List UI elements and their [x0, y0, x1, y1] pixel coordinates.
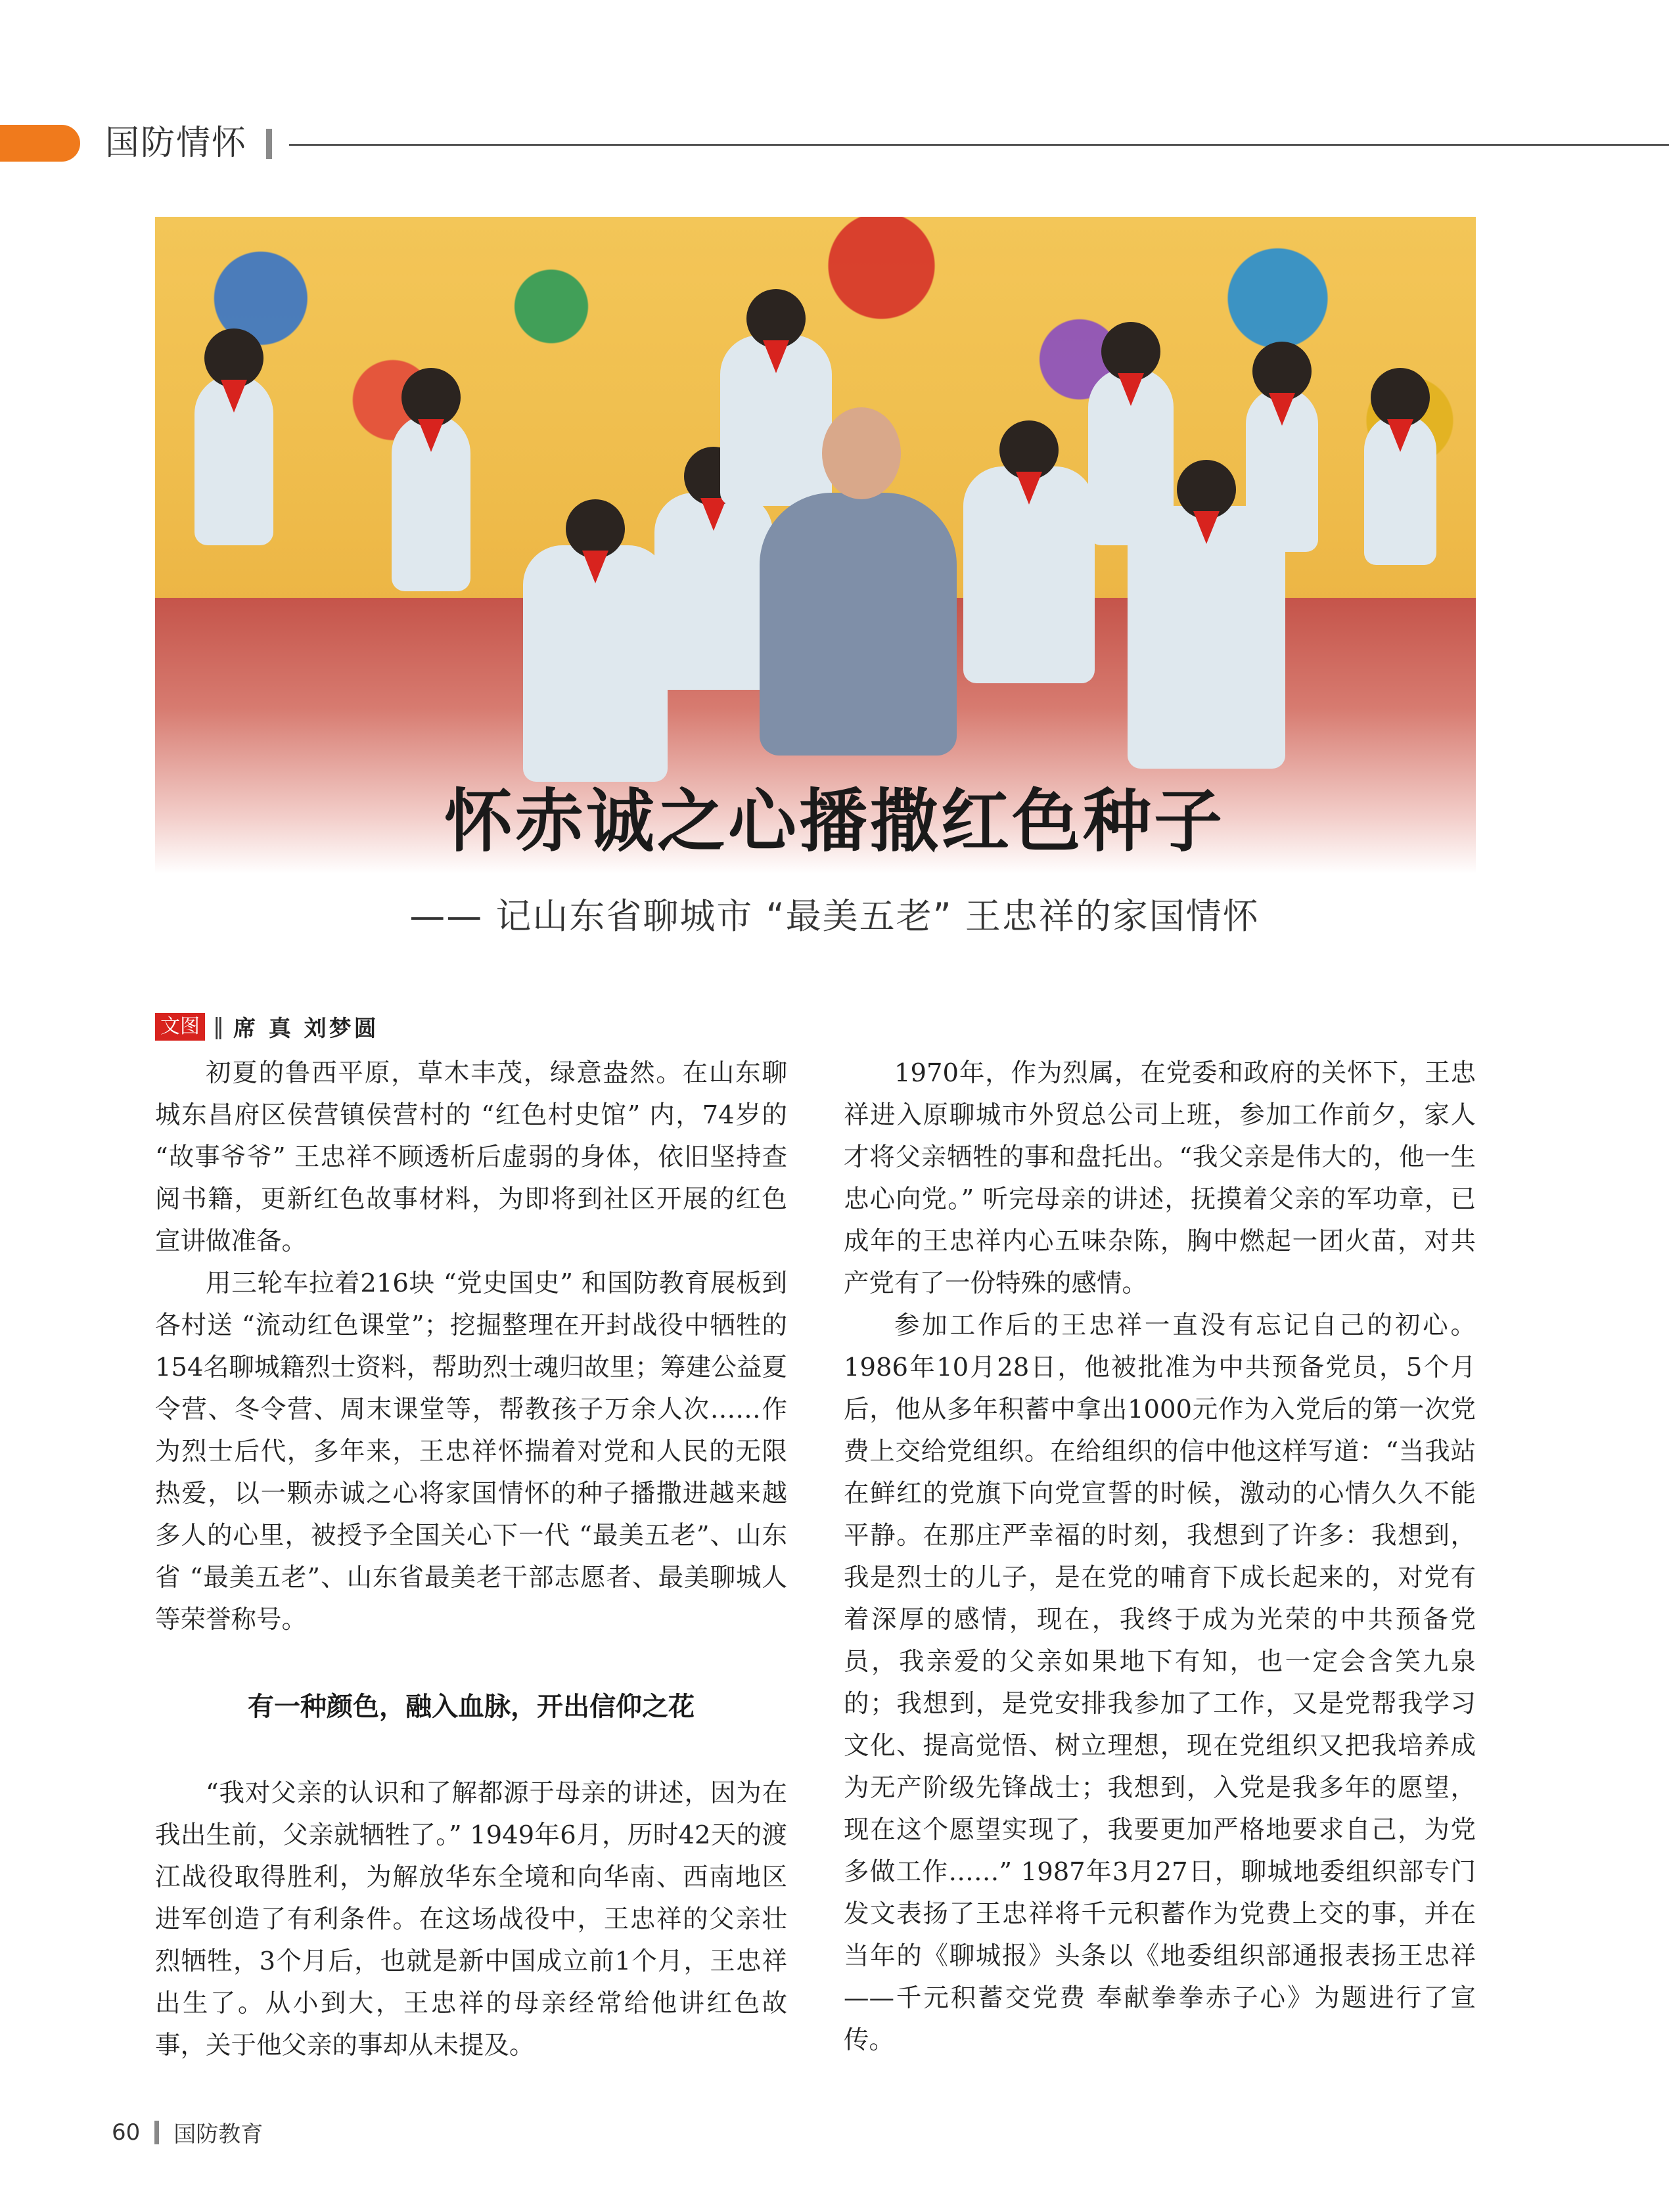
page-footer — [112, 2116, 263, 2148]
article-subtitle: —— 记山东省聊城市 “最美五老” 王忠祥的家国情怀 — [409, 895, 1260, 937]
child-figure — [1364, 414, 1436, 565]
paragraph: 1970年，作为烈属，在党委和政府的关怀下，王忠祥进入原聊城市外贸总公司上班，参加工作前夕，家人才将父亲牺牲的事和盘托出。“我父亲是伟大的，他一生忠心向党。” 听完母亲的讲述，抚摸着父亲的军功章，已成年的王忠祥内心五味杂陈，胸中燃起一团火苗，对共产党有了一份特殊的感情。 — [844, 1058, 1476, 1298]
child-figure — [963, 466, 1095, 683]
byline-separator: ‖ — [213, 1013, 224, 1040]
article-title: 怀赤诚之心播撒红色种子 — [444, 781, 1225, 861]
header-rule — [289, 144, 1669, 146]
paragraph: 初夏的鲁西平原，草木丰茂，绿意盎然。在山东聊城东昌府区侯营镇侯营村的 “红色村史馆” 内，74岁的 “故事爷爷” 王忠祥不顾透析后虚弱的身体，依旧坚持查阅书籍，更新红色故事材料，为即将到社区开展的红色宣讲做准备。 — [155, 1058, 787, 1256]
page-number: 60 — [112, 2119, 141, 2146]
child-figure — [523, 545, 668, 782]
child-figure — [392, 414, 470, 591]
magazine-name: 国防教育 — [173, 2121, 263, 2148]
section-title: 国防情怀 — [105, 124, 248, 163]
byline-authors: 席 真 刘梦圆 — [233, 1016, 379, 1042]
paragraph: “我对父亲的认识和了解都源于母亲的讲述，因为在我出生前，父亲就牺牲了。” 1949年6月，历时42天的渡江战役取得胜利，为解放华东全境和向华南、西南地区进军创造了有利条件。在这场战役中，王忠祥的父亲壮烈牺牲，3个月后，也就是新中国成立前1个月，王忠祥出生了。从小到大，王忠祥的母亲经常给他讲红色故事，关于他父亲的事却从未提及。 — [155, 1778, 787, 2060]
left-column — [155, 1052, 787, 2067]
footer-divider — [154, 2121, 159, 2144]
section-divider-bar — [266, 129, 272, 159]
child-figure — [194, 374, 273, 545]
child-figure — [720, 335, 832, 506]
elder-figure — [760, 493, 957, 756]
hero-photo — [155, 217, 1476, 874]
child-figure — [1246, 388, 1318, 552]
byline-tag: 文图 — [155, 1013, 205, 1041]
paragraph: 用三轮车拉着216块 “党史国史” 和国防教育展板到各村送 “流动红色课堂”；挖掘整理在开封战役中牺牲的154名聊城籍烈士资料，帮助烈士魂归故里；筹建公益夏令营、冬令营、周末课堂等，帮教孩子万余人次……作为烈士后代，多年来，王忠祥怀揣着对党和人民的无限热爱，以一颗赤诚之心将家国情怀的种子播撒进越来越多人的心里，被授予全国关心下一代 “最美五老”、山东省 “最美五老”、山东省最美老干部志愿者、最美聊城人等荣誉称号。 — [155, 1269, 787, 1635]
section-tab-marker — [0, 125, 80, 162]
right-column — [844, 1052, 1476, 2062]
paragraph: 参加工作后的王忠祥一直没有忘记自己的初心。1986年10月28日，他被批准为中共预备党员，5个月后，他从多年积蓄中拿出1000元作为入党后的第一次党费上交给党组织。在给组织的信中他这样写道：“当我站在鲜红的党旗下向党宣誓的时候，激动的心情久久不能平静。在那庄严幸福的时刻，我想到了许多：我想到，我是烈士的儿子，是在党的哺育下成长起来的，对党有着深厚的感情，现在，我终于成为光荣的中共预备党员，我亲爱的父亲如果地下有知，也一定会含笑九泉的；我想到，是党安排我参加了工作，又是党帮我学习文化、提高觉悟、树立理想，现在党组织又把我培养成为无产阶级先锋战士；我想到，入党是我多年的愿望，现在这个愿望实现了，我要更加严格地要求自己，为党多做工作……” 1987年3月27日，聊城地委组织部专门发文表扬了王忠祥将千元积蓄作为党费上交的事，并在当年的《聊城报》头条以《地委组织部通报表扬王忠祥——千元积蓄交党费 奉献拳拳赤子心》为题进行了宣传。 — [844, 1311, 1476, 2055]
byline — [155, 1010, 379, 1043]
child-figure — [654, 493, 773, 690]
section-subhead: 有一种颜色，融入血脉，开出信仰之花 — [248, 1692, 695, 1722]
